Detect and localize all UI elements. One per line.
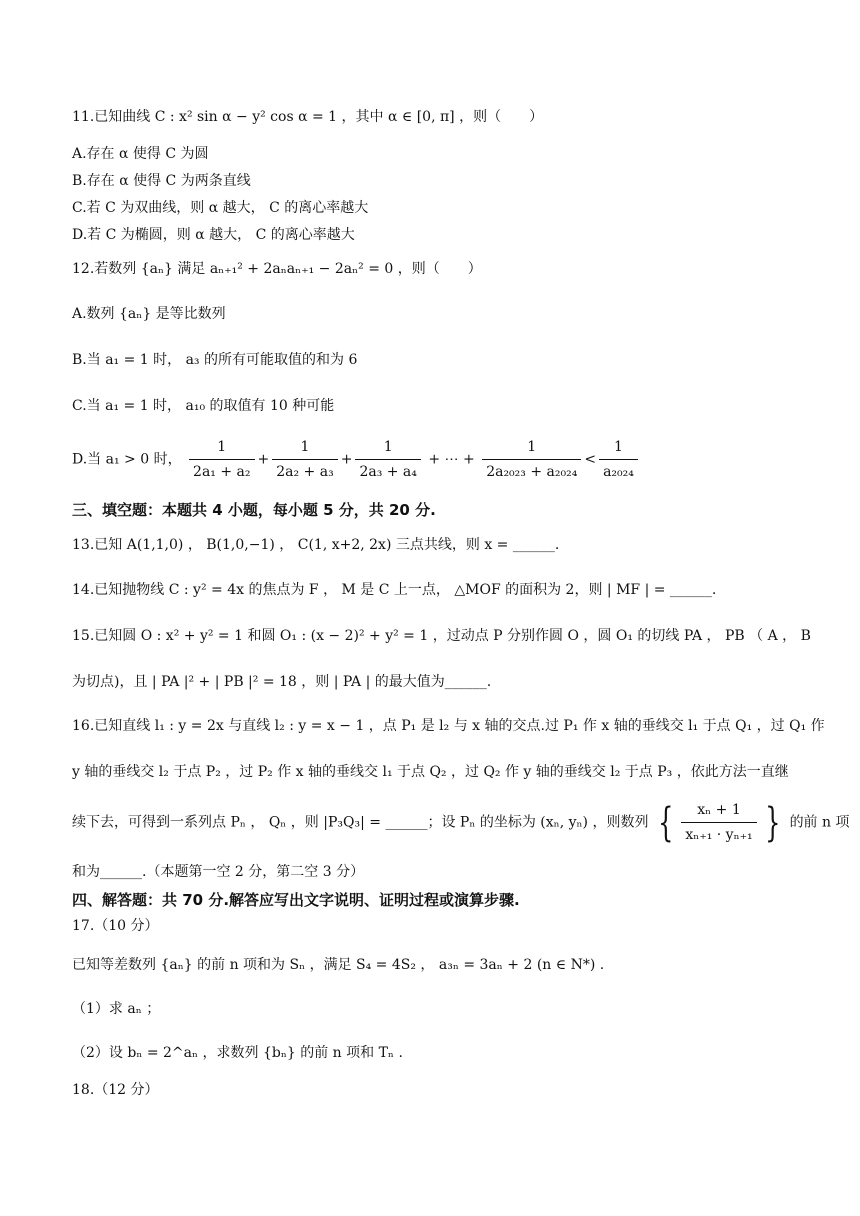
q16-line3-suffix: 的前 n 项 <box>789 814 850 831</box>
section-4-heading: 四、解答题：共 70 分.解答应写出文字说明、证明过程或演算步骤. <box>72 891 520 909</box>
question-15-line-2: 为切点)，且 | PA |² + | PB |² = 18 ，则 | PA | 的最大值为______. <box>72 674 492 690</box>
question-16-line-2: y 轴的垂线交 l₂ 于点 P₂ ，过 P₂ 作 x 轴的垂线交 l₁ 于点 Q₂ ，过 Q₂ 作 y 轴的垂线交 l₂ 于点 P₃ ，依此方法一直继 <box>72 764 789 780</box>
q16-line3-prefix: 续下去，可得到一系列点 Pₙ ， Qₙ ，则 |P₃Q₃| = ______；设 Pₙ 的坐标为 (xₙ, yₙ) ，则数列 <box>72 814 649 831</box>
option-d-term-1: $\frac{1}{\text{2a₁ + a₂}}$ <box>189 437 254 482</box>
question-12-stem: 12.若数列 {aₙ} 满足 aₙ₊₁² + 2aₙaₙ₊₁ − 2aₙ² = 0 ，则（ ） <box>72 261 482 277</box>
question-11-option-c: C.若 C 为双曲线，则 α 越大， C 的离心率越大 <box>72 200 369 216</box>
question-15-line-1: 15.已知圆 O : x² + y² = 1 和圆 O₁ : (x − 2)² + y² = 1 ，过动点 P 分别作圆 O ，圆 O₁ 的切线 PA ， PB （ A ， B <box>72 628 811 644</box>
question-12-option-c: C.当 a₁ = 1 时， a₁₀ 的取值有 10 种可能 <box>72 398 335 414</box>
option-d-term-2: $\frac{1}{\text{2a₂ + a₃}}$ <box>272 437 337 482</box>
question-11-option-d: D.若 C 为椭圆，则 α 越大， C 的离心率越大 <box>72 227 355 243</box>
question-17-part-1: （1）求 aₙ ； <box>72 1001 161 1017</box>
question-12-option-b: B.当 a₁ = 1 时， a₃ 的所有可能取值的和为 6 <box>72 352 358 368</box>
left-brace-icon: { <box>658 799 674 846</box>
option-d-term-3: $\frac{1}{\text{2a₃ + a₄}}$ <box>355 437 420 482</box>
question-16-line-3 <box>72 800 849 845</box>
question-17-part-2: （2）设 bₙ = 2^aₙ ，求数列 {bₙ} 的前 n 项和 Tₙ . <box>72 1045 403 1061</box>
question-16-line-4: 和为______.（本题第一空 2 分，第二空 3 分） <box>72 864 365 880</box>
option-d-rhs: $\frac{1}{\text{a₂₀₂₄}}$ <box>599 437 638 482</box>
question-11-stem: 11.已知曲线 C : x² sin α − y² cos α = 1 ，其中 α ∈ [0, π] ，则（ ） <box>72 109 544 125</box>
question-13: 13.已知 A(1,1,0) ， B(1,0,−1) ， C(1, x+2, 2x) 三点共线，则 x = ______. <box>72 537 560 553</box>
question-11-option-b: B.存在 α 使得 C 为两条直线 <box>72 173 251 189</box>
section-3-heading: 三、填空题：本题共 4 小题，每小题 5 分，共 20 分. <box>72 501 436 519</box>
option-d-ellipsis: + ⋯ + <box>428 451 475 468</box>
q16-sequence-fraction: { $\frac{\text{xₙ + 1}}{\text{xₙ₊₁ · yₙ₊₁}}$ } <box>658 799 781 846</box>
question-17-stem: 已知等差数列 {aₙ} 的前 n 项和为 Sₙ ，满足 S₄ = 4S₂ ， a₃ₙ = 3aₙ + 2 (n ∈ N*) . <box>72 957 605 973</box>
option-d-term-last: $\frac{1}{\text{2a₂₀₂₃ + a₂₀₂₄}}$ <box>482 437 581 482</box>
option-d-prefix: D.当 a₁ > 0 时， <box>72 451 182 468</box>
question-12-option-a: A.数列 {aₙ} 是等比数列 <box>72 306 226 322</box>
question-11-option-a: A.存在 α 使得 C 为圆 <box>72 146 209 162</box>
question-16-line-1: 16.已知直线 l₁ : y = 2x 与直线 l₂ : y = x − 1 ，点 P₁ 是 l₂ 与 x 轴的交点.过 P₁ 作 x 轴的垂线交 l₁ 于点 Q₁ ，过 Q₁ 作 <box>72 718 825 734</box>
question-17-heading: 17.（10 分） <box>72 918 159 934</box>
question-12-option-d: D.当 a₁ > 0 时， $\frac{1}{\text{2a₁ + a₂}}$ + $\frac{1}{\text{2a₂ + a₃}}$ + $\frac{1}{\text{2a₃ + a₄}}$ + ⋯ + $\frac{1}{\text{2a₂₀₂₃ + a₂₀₂₄}}$ < $\frac{1}{\text{a₂₀₂₄}}$ <box>72 437 641 482</box>
question-14: 14.已知抛物线 C : y² = 4x 的焦点为 F ， M 是 C 上一点， △MOF 的面积为 2，则 | MF | = ______. <box>72 582 717 598</box>
right-brace-icon: } <box>764 799 781 846</box>
question-18-heading: 18.（12 分） <box>72 1082 159 1098</box>
